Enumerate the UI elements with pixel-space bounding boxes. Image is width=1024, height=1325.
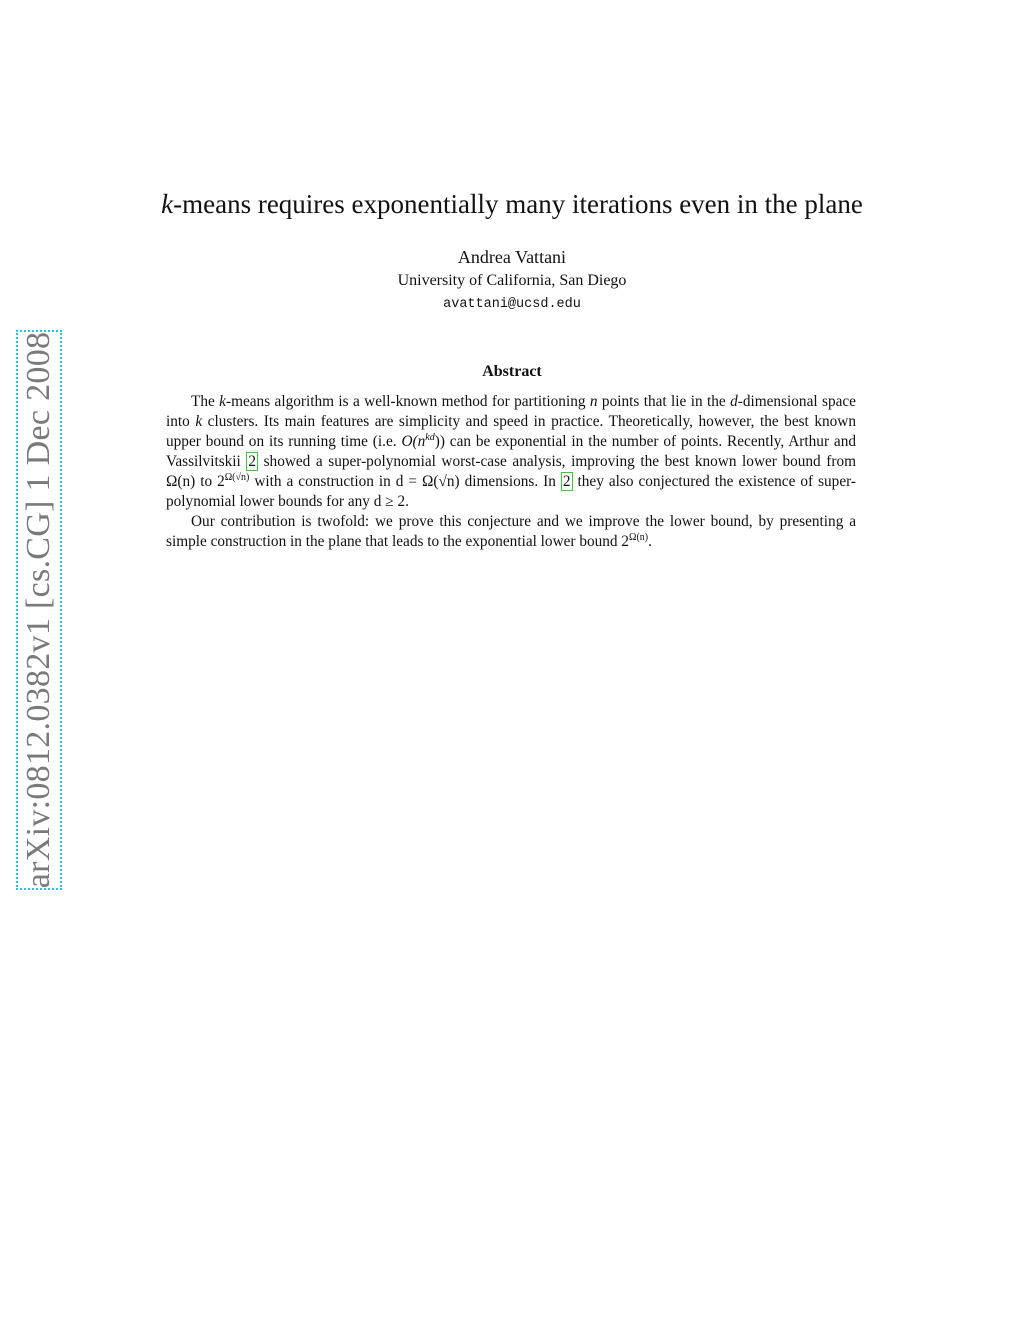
abstract-paragraph-2 xyxy=(166,512,856,552)
math-expr: Ω(n) xyxy=(166,473,196,490)
math-expr: O(n xyxy=(401,433,426,450)
text-span: -means algorithm is a well-known method for partitioning xyxy=(225,393,590,410)
text-span: -dimensional space into xyxy=(166,393,856,430)
title-variable: k xyxy=(161,189,174,219)
text-span: points that lie in the xyxy=(597,393,731,410)
abstract-paragraph-1 xyxy=(166,392,856,512)
math-var: n xyxy=(589,393,598,410)
math-expr: d = Ω(√n) xyxy=(395,473,460,490)
text-span: clusters. Its main features are simplicity and speed in practice. Theoretically, however, the best known upper bound on its running time (i.e. xyxy=(166,413,856,450)
math-var: d xyxy=(730,393,738,410)
author-affiliation: University of California, San Diego xyxy=(397,272,627,289)
title-text: -means requires exponentially many iterations even in the plane xyxy=(173,189,863,219)
math-superscript: kd xyxy=(425,431,435,443)
text-span: . xyxy=(648,533,652,550)
abstract-heading: Abstract xyxy=(482,363,542,380)
text-span: to 2 xyxy=(195,473,225,490)
text-span: . xyxy=(405,493,409,510)
text-span: Our contribution is twofold: we prove this conjecture and we improve the lower bound, by presenting a simple construction in the plane that leads to the exponential lower bound 2 xyxy=(166,513,856,550)
math-expr: )) xyxy=(434,433,445,450)
text-span: with a construction in xyxy=(249,473,396,490)
citation-link[interactable]: 2 xyxy=(562,473,571,490)
abstract-body xyxy=(166,392,856,552)
math-superscript: Ω(n) xyxy=(629,531,649,543)
text-span: showed a super-polynomial worst-case analysis, improving the best known lower bound from xyxy=(258,453,856,470)
author-name: Andrea Vattani xyxy=(457,247,567,267)
math-superscript: Ω(√n) xyxy=(224,471,250,483)
arxiv-stamp xyxy=(16,330,62,890)
math-expr: d ≥ 2 xyxy=(373,493,406,510)
author-email[interactable]: avattani@ucsd.edu xyxy=(443,297,581,312)
text-span: dimensions. In xyxy=(459,473,561,490)
math-var: k xyxy=(195,413,203,430)
arxiv-identifier: arXiv:0812.0382v1 [cs.CG] 1 Dec 2008 xyxy=(20,331,57,889)
paper-title xyxy=(0,186,1024,222)
text-span: The xyxy=(191,393,220,410)
text-span: they also conjectured the existence of super-polynomial lower bounds for any xyxy=(166,473,857,510)
math-var: k xyxy=(219,393,226,410)
text-span: can be exponential in the number of points. Recently, Arthur and Vassilvitskii xyxy=(166,433,857,470)
citation-link[interactable]: 2 xyxy=(248,453,257,470)
